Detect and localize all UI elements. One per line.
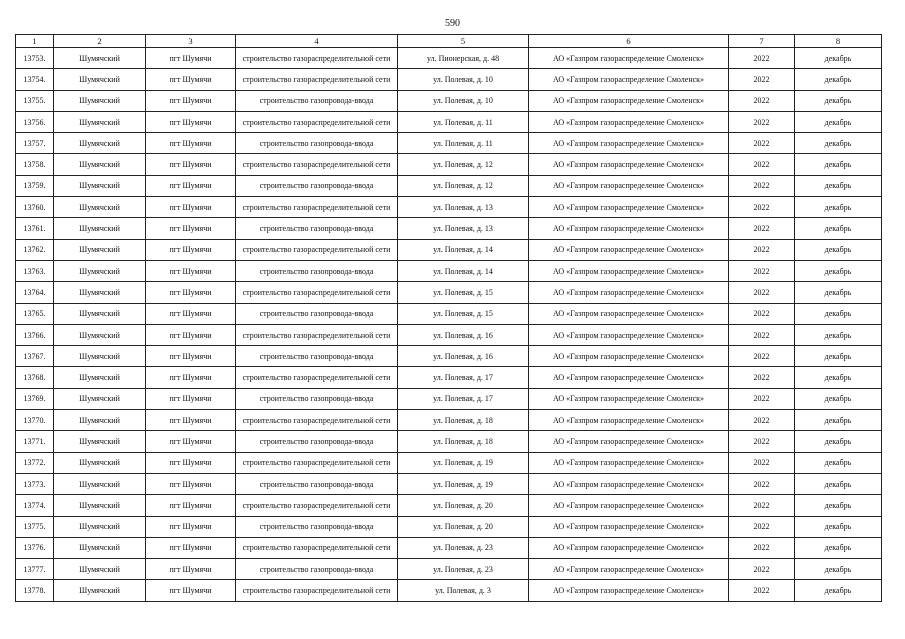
organization-cell: АО «Газпром газораспределение Смоленск» <box>529 303 729 324</box>
settlement-cell: пгт Шумячи <box>146 388 236 409</box>
row-number-cell: 13770. <box>16 410 54 431</box>
table-row <box>16 473 882 494</box>
district-cell: Шумячский <box>54 410 146 431</box>
month-cell: декабрь <box>795 346 882 367</box>
address-cell: ул. Полевая, д. 20 <box>398 516 529 537</box>
year-cell: 2022 <box>729 175 795 196</box>
year-cell: 2022 <box>729 154 795 175</box>
year-cell: 2022 <box>729 239 795 260</box>
year-cell: 2022 <box>729 537 795 558</box>
district-cell: Шумячский <box>54 175 146 196</box>
row-number-cell: 13764. <box>16 282 54 303</box>
district-cell: Шумячский <box>54 260 146 281</box>
table-row <box>16 282 882 303</box>
column-header: 6 <box>529 35 729 48</box>
address-cell: ул. Полевая, д. 11 <box>398 133 529 154</box>
month-cell: декабрь <box>795 90 882 111</box>
address-cell: ул. Полевая, д. 23 <box>398 559 529 580</box>
row-number-cell: 13778. <box>16 580 54 601</box>
settlement-cell: пгт Шумячи <box>146 580 236 601</box>
organization-cell: АО «Газпром газораспределение Смоленск» <box>529 580 729 601</box>
gasification-table <box>15 34 882 602</box>
district-cell: Шумячский <box>54 495 146 516</box>
row-number-cell: 13776. <box>16 537 54 558</box>
row-number-cell: 13763. <box>16 260 54 281</box>
settlement-cell: пгт Шумячи <box>146 473 236 494</box>
address-cell: ул. Полевая, д. 17 <box>398 388 529 409</box>
organization-cell: АО «Газпром газораспределение Смоленск» <box>529 410 729 431</box>
settlement-cell: пгт Шумячи <box>146 260 236 281</box>
work-type-cell: строительство газораспределительной сети <box>236 580 398 601</box>
district-cell: Шумячский <box>54 90 146 111</box>
address-cell: ул. Полевая, д. 16 <box>398 346 529 367</box>
year-cell: 2022 <box>729 346 795 367</box>
address-cell: ул. Полевая, д. 11 <box>398 111 529 132</box>
work-type-cell: строительство газораспределительной сети <box>236 282 398 303</box>
work-type-cell: строительство газопровода-ввода <box>236 346 398 367</box>
work-type-cell: строительство газораспределительной сети <box>236 452 398 473</box>
month-cell: декабрь <box>795 239 882 260</box>
organization-cell: АО «Газпром газораспределение Смоленск» <box>529 90 729 111</box>
row-number-cell: 13774. <box>16 495 54 516</box>
settlement-cell: пгт Шумячи <box>146 111 236 132</box>
organization-cell: АО «Газпром газораспределение Смоленск» <box>529 388 729 409</box>
settlement-cell: пгт Шумячи <box>146 495 236 516</box>
address-cell: ул. Полевая, д. 15 <box>398 303 529 324</box>
settlement-cell: пгт Шумячи <box>146 303 236 324</box>
address-cell: ул. Полевая, д. 19 <box>398 452 529 473</box>
organization-cell: АО «Газпром газораспределение Смоленск» <box>529 154 729 175</box>
organization-cell: АО «Газпром газораспределение Смоленск» <box>529 175 729 196</box>
address-cell: ул. Полевая, д. 23 <box>398 537 529 558</box>
month-cell: декабрь <box>795 218 882 239</box>
table-row <box>16 303 882 324</box>
year-cell: 2022 <box>729 452 795 473</box>
row-number-cell: 13769. <box>16 388 54 409</box>
year-cell: 2022 <box>729 431 795 452</box>
settlement-cell: пгт Шумячи <box>146 154 236 175</box>
table-row <box>16 197 882 218</box>
organization-cell: АО «Газпром газораспределение Смоленск» <box>529 367 729 388</box>
table-row <box>16 495 882 516</box>
district-cell: Шумячский <box>54 452 146 473</box>
settlement-cell: пгт Шумячи <box>146 410 236 431</box>
year-cell: 2022 <box>729 388 795 409</box>
row-number-cell: 13754. <box>16 69 54 90</box>
address-cell: ул. Полевая, д. 15 <box>398 282 529 303</box>
work-type-cell: строительство газопровода-ввода <box>236 260 398 281</box>
settlement-cell: пгт Шумячи <box>146 218 236 239</box>
row-number-cell: 13773. <box>16 473 54 494</box>
settlement-cell: пгт Шумячи <box>146 559 236 580</box>
organization-cell: АО «Газпром газораспределение Смоленск» <box>529 239 729 260</box>
year-cell: 2022 <box>729 111 795 132</box>
table-row <box>16 239 882 260</box>
month-cell: декабрь <box>795 495 882 516</box>
row-number-cell: 13760. <box>16 197 54 218</box>
year-cell: 2022 <box>729 559 795 580</box>
work-type-cell: строительство газораспределительной сети <box>236 367 398 388</box>
address-cell: ул. Полевая, д. 12 <box>398 175 529 196</box>
work-type-cell: строительство газопровода-ввода <box>236 133 398 154</box>
district-cell: Шумячский <box>54 559 146 580</box>
settlement-cell: пгт Шумячи <box>146 239 236 260</box>
settlement-cell: пгт Шумячи <box>146 175 236 196</box>
address-cell: ул. Пионерская, д. 48 <box>398 48 529 69</box>
work-type-cell: строительство газораспределительной сети <box>236 324 398 345</box>
row-number-cell: 13766. <box>16 324 54 345</box>
table-row <box>16 48 882 69</box>
row-number-cell: 13775. <box>16 516 54 537</box>
month-cell: декабрь <box>795 473 882 494</box>
column-header: 2 <box>54 35 146 48</box>
address-cell: ул. Полевая, д. 17 <box>398 367 529 388</box>
month-cell: декабрь <box>795 197 882 218</box>
row-number-cell: 13753. <box>16 48 54 69</box>
table-row <box>16 111 882 132</box>
table-row <box>16 69 882 90</box>
table-row <box>16 559 882 580</box>
district-cell: Шумячский <box>54 324 146 345</box>
address-cell: ул. Полевая, д. 10 <box>398 90 529 111</box>
year-cell: 2022 <box>729 69 795 90</box>
district-cell: Шумячский <box>54 239 146 260</box>
month-cell: декабрь <box>795 580 882 601</box>
settlement-cell: пгт Шумячи <box>146 69 236 90</box>
month-cell: декабрь <box>795 388 882 409</box>
organization-cell: АО «Газпром газораспределение Смоленск» <box>529 495 729 516</box>
work-type-cell: строительство газораспределительной сети <box>236 537 398 558</box>
month-cell: декабрь <box>795 537 882 558</box>
column-header: 8 <box>795 35 882 48</box>
year-cell: 2022 <box>729 260 795 281</box>
page-number: 590 <box>445 18 460 29</box>
address-cell: ул. Полевая, д. 13 <box>398 218 529 239</box>
settlement-cell: пгт Шумячи <box>146 133 236 154</box>
month-cell: декабрь <box>795 431 882 452</box>
settlement-cell: пгт Шумячи <box>146 452 236 473</box>
settlement-cell: пгт Шумячи <box>146 324 236 345</box>
work-type-cell: строительство газопровода-ввода <box>236 559 398 580</box>
row-number-cell: 13777. <box>16 559 54 580</box>
settlement-cell: пгт Шумячи <box>146 431 236 452</box>
row-number-cell: 13756. <box>16 111 54 132</box>
month-cell: декабрь <box>795 559 882 580</box>
settlement-cell: пгт Шумячи <box>146 48 236 69</box>
work-type-cell: строительство газораспределительной сети <box>236 239 398 260</box>
year-cell: 2022 <box>729 303 795 324</box>
district-cell: Шумячский <box>54 48 146 69</box>
district-cell: Шумячский <box>54 69 146 90</box>
address-cell: ул. Полевая, д. 20 <box>398 495 529 516</box>
column-header: 5 <box>398 35 529 48</box>
district-cell: Шумячский <box>54 346 146 367</box>
work-type-cell: строительство газораспределительной сети <box>236 48 398 69</box>
organization-cell: АО «Газпром газораспределение Смоленск» <box>529 69 729 90</box>
table-row <box>16 346 882 367</box>
organization-cell: АО «Газпром газораспределение Смоленск» <box>529 218 729 239</box>
table-row <box>16 175 882 196</box>
header-row <box>16 35 882 48</box>
table-row <box>16 133 882 154</box>
month-cell: декабрь <box>795 516 882 537</box>
district-cell: Шумячский <box>54 111 146 132</box>
table-row <box>16 580 882 601</box>
year-cell: 2022 <box>729 367 795 388</box>
row-number-cell: 13768. <box>16 367 54 388</box>
district-cell: Шумячский <box>54 537 146 558</box>
work-type-cell: строительство газопровода-ввода <box>236 473 398 494</box>
district-cell: Шумячский <box>54 133 146 154</box>
work-type-cell: строительство газопровода-ввода <box>236 303 398 324</box>
address-cell: ул. Полевая, д. 18 <box>398 410 529 431</box>
row-number-cell: 13767. <box>16 346 54 367</box>
year-cell: 2022 <box>729 133 795 154</box>
month-cell: декабрь <box>795 452 882 473</box>
year-cell: 2022 <box>729 324 795 345</box>
work-type-cell: строительство газопровода-ввода <box>236 388 398 409</box>
year-cell: 2022 <box>729 48 795 69</box>
month-cell: декабрь <box>795 133 882 154</box>
table-row <box>16 452 882 473</box>
organization-cell: АО «Газпром газораспределение Смоленск» <box>529 452 729 473</box>
month-cell: декабрь <box>795 303 882 324</box>
row-number-cell: 13762. <box>16 239 54 260</box>
address-cell: ул. Полевая, д. 13 <box>398 197 529 218</box>
organization-cell: АО «Газпром газораспределение Смоленск» <box>529 133 729 154</box>
organization-cell: АО «Газпром газораспределение Смоленск» <box>529 260 729 281</box>
district-cell: Шумячский <box>54 218 146 239</box>
table-row <box>16 260 882 281</box>
year-cell: 2022 <box>729 473 795 494</box>
settlement-cell: пгт Шумячи <box>146 516 236 537</box>
month-cell: декабрь <box>795 154 882 175</box>
work-type-cell: строительство газопровода-ввода <box>236 431 398 452</box>
year-cell: 2022 <box>729 580 795 601</box>
organization-cell: АО «Газпром газораспределение Смоленск» <box>529 559 729 580</box>
row-number-cell: 13758. <box>16 154 54 175</box>
address-cell: ул. Полевая, д. 18 <box>398 431 529 452</box>
row-number-cell: 13759. <box>16 175 54 196</box>
organization-cell: АО «Газпром газораспределение Смоленск» <box>529 346 729 367</box>
organization-cell: АО «Газпром газораспределение Смоленск» <box>529 431 729 452</box>
year-cell: 2022 <box>729 218 795 239</box>
table-row <box>16 218 882 239</box>
month-cell: декабрь <box>795 175 882 196</box>
settlement-cell: пгт Шумячи <box>146 282 236 303</box>
row-number-cell: 13761. <box>16 218 54 239</box>
organization-cell: АО «Газпром газораспределение Смоленск» <box>529 537 729 558</box>
work-type-cell: строительство газопровода-ввода <box>236 516 398 537</box>
table-row <box>16 90 882 111</box>
district-cell: Шумячский <box>54 367 146 388</box>
address-cell: ул. Полевая, д. 14 <box>398 260 529 281</box>
address-cell: ул. Полевая, д. 10 <box>398 69 529 90</box>
address-cell: ул. Полевая, д. 14 <box>398 239 529 260</box>
organization-cell: АО «Газпром газораспределение Смоленск» <box>529 111 729 132</box>
table-row <box>16 516 882 537</box>
column-header: 1 <box>16 35 54 48</box>
work-type-cell: строительство газораспределительной сети <box>236 197 398 218</box>
organization-cell: АО «Газпром газораспределение Смоленск» <box>529 516 729 537</box>
work-type-cell: строительство газораспределительной сети <box>236 495 398 516</box>
table-row <box>16 154 882 175</box>
settlement-cell: пгт Шумячи <box>146 90 236 111</box>
settlement-cell: пгт Шумячи <box>146 537 236 558</box>
organization-cell: АО «Газпром газораспределение Смоленск» <box>529 197 729 218</box>
district-cell: Шумячский <box>54 303 146 324</box>
settlement-cell: пгт Шумячи <box>146 367 236 388</box>
district-cell: Шумячский <box>54 431 146 452</box>
month-cell: декабрь <box>795 260 882 281</box>
month-cell: декабрь <box>795 69 882 90</box>
work-type-cell: строительство газораспределительной сети <box>236 69 398 90</box>
address-cell: ул. Полевая, д. 12 <box>398 154 529 175</box>
organization-cell: АО «Газпром газораспределение Смоленск» <box>529 473 729 494</box>
table-row <box>16 367 882 388</box>
district-cell: Шумячский <box>54 580 146 601</box>
year-cell: 2022 <box>729 197 795 218</box>
row-number-cell: 13757. <box>16 133 54 154</box>
organization-cell: АО «Газпром газораспределение Смоленск» <box>529 282 729 303</box>
year-cell: 2022 <box>729 516 795 537</box>
row-number-cell: 13765. <box>16 303 54 324</box>
month-cell: декабрь <box>795 111 882 132</box>
district-cell: Шумячский <box>54 388 146 409</box>
table-body <box>16 48 882 602</box>
month-cell: декабрь <box>795 282 882 303</box>
column-header: 7 <box>729 35 795 48</box>
settlement-cell: пгт Шумячи <box>146 346 236 367</box>
district-cell: Шумячский <box>54 516 146 537</box>
district-cell: Шумячский <box>54 282 146 303</box>
work-type-cell: строительство газопровода-ввода <box>236 90 398 111</box>
row-number-cell: 13771. <box>16 431 54 452</box>
row-number-cell: 13755. <box>16 90 54 111</box>
table-row <box>16 324 882 345</box>
district-cell: Шумячский <box>54 197 146 218</box>
year-cell: 2022 <box>729 282 795 303</box>
district-cell: Шумячский <box>54 473 146 494</box>
month-cell: декабрь <box>795 324 882 345</box>
month-cell: декабрь <box>795 410 882 431</box>
address-cell: ул. Полевая, д. 3 <box>398 580 529 601</box>
row-number-cell: 13772. <box>16 452 54 473</box>
month-cell: декабрь <box>795 367 882 388</box>
district-cell: Шумячский <box>54 154 146 175</box>
year-cell: 2022 <box>729 90 795 111</box>
work-type-cell: строительство газораспределительной сети <box>236 111 398 132</box>
work-type-cell: строительство газопровода-ввода <box>236 218 398 239</box>
year-cell: 2022 <box>729 495 795 516</box>
work-type-cell: строительство газораспределительной сети <box>236 154 398 175</box>
table-row <box>16 410 882 431</box>
table-row <box>16 537 882 558</box>
work-type-cell: строительство газораспределительной сети <box>236 410 398 431</box>
settlement-cell: пгт Шумячи <box>146 197 236 218</box>
column-header: 4 <box>236 35 398 48</box>
organization-cell: АО «Газпром газораспределение Смоленск» <box>529 324 729 345</box>
table-row <box>16 431 882 452</box>
work-type-cell: строительство газопровода-ввода <box>236 175 398 196</box>
column-header: 3 <box>146 35 236 48</box>
year-cell: 2022 <box>729 410 795 431</box>
address-cell: ул. Полевая, д. 19 <box>398 473 529 494</box>
organization-cell: АО «Газпром газораспределение Смоленск» <box>529 48 729 69</box>
address-cell: ул. Полевая, д. 16 <box>398 324 529 345</box>
table-row <box>16 388 882 409</box>
month-cell: декабрь <box>795 48 882 69</box>
